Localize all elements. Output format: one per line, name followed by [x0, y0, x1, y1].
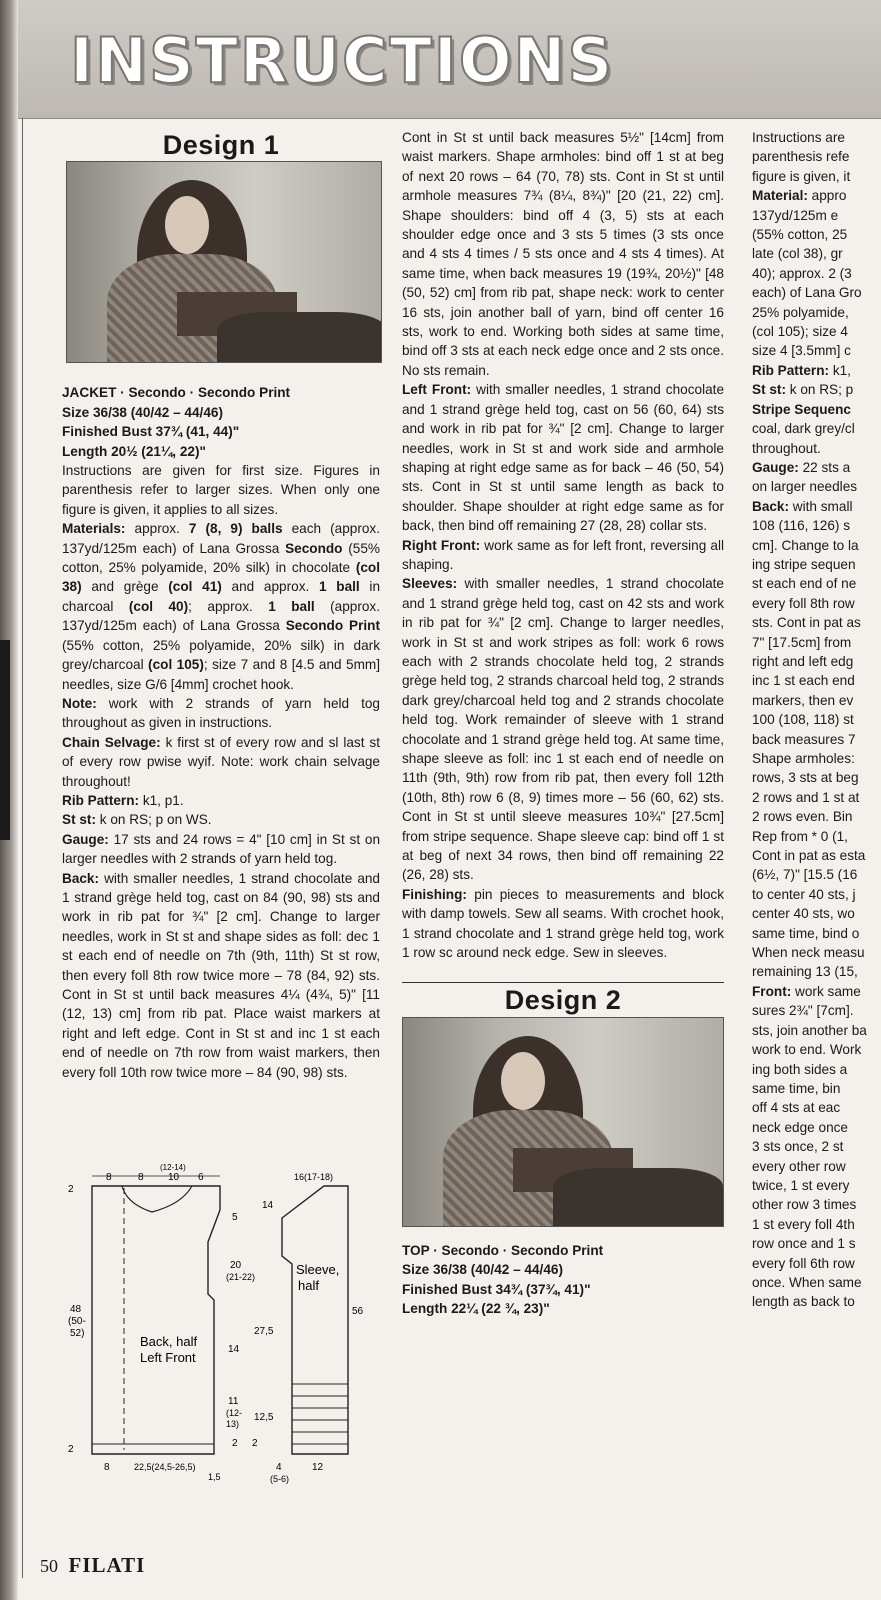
dim-left-50: (50-: [68, 1316, 86, 1327]
column-3-line: Cont in pat as esta: [752, 848, 866, 864]
column-3-line: neck edge once: [752, 1119, 848, 1135]
column-3-line: cm]. Change to la: [752, 537, 859, 553]
finishing-label: Finishing:: [402, 886, 467, 902]
column-3-text: with small: [789, 498, 853, 514]
banner-title: INSTRUCTIONS: [70, 24, 615, 97]
page-footer: [40, 1553, 145, 1578]
column-3-line: late (col 38), gr: [752, 246, 843, 262]
dim-r11: 11: [228, 1396, 239, 1407]
column-3-line: figure is given, it: [752, 168, 851, 184]
column-1: [62, 128, 380, 1082]
column-3-line: [752, 458, 881, 477]
leftfront-paragraph: [402, 380, 724, 535]
column-3-line: off 4 sts at eac: [752, 1100, 841, 1116]
column-3-line: each) of Lana Gro: [752, 285, 862, 301]
column-2: [402, 128, 724, 1319]
column-3-line: ing both sides a: [752, 1061, 848, 1077]
chain-text: k first st of every row and sl last st of every row pwise wyif. Note: work chain selvage throughout!: [62, 734, 381, 789]
design-2-photo: [402, 1017, 724, 1227]
column-3-text: work same: [791, 983, 861, 999]
chain-label: Chain Selvage:: [62, 734, 161, 750]
sleeves-paragraph: [402, 574, 724, 885]
intro-text: Instructions are given for first size. Figures in parenthesis refer to larger sizes. When only one figure is given, it applies to all sizes.: [62, 463, 380, 517]
leftfront-label: Left Front:: [402, 382, 472, 398]
column-3-line: 137yd/125m e: [752, 207, 839, 223]
dim-left-2b: 2: [68, 1444, 74, 1455]
column-3-line: When neck measu: [752, 945, 865, 961]
materials-text: in charcoal: [62, 579, 381, 614]
caption-line: Size 36/38 (40/42 – 44/46): [62, 404, 223, 420]
column-3-line: [752, 380, 881, 399]
back-continued: Cont in St st until back measures 5½" [14cm] from waist markers. Shape armholes: bind off 1 st at beg of next 20 rows – 64 (70, 78) sts. Cont in St st until armhole measures 7¾ (8¼, 8¾)" [20 (21, 22) cm]. Shape shoulders: bind off 4 (3, 5) sts at each shoulder edge once and 3 sts 5 times (3 sts once and 4 sts 4 times / 5 sts once and 4 sts 4 times). At same time, when back measures 19 (19¾, 20½)" [48 (50, 52) cm] from rib pat, shape neck: work to center 16 sts, join another ball of yarn, bind off center 16 sts, work to end. Working both sides at same time, bind off 3 sts at each neck edge once and 2 sts once. No sts remain.: [402, 130, 724, 378]
design-1-heading: Design 1: [162, 130, 280, 160]
publication-logo: FILATI: [68, 1553, 146, 1577]
column-3-line: on larger needles: [752, 479, 858, 495]
caption-line: JACKET · Secondo · Secondo Print: [62, 385, 291, 401]
column-3-line: same time, bin: [752, 1080, 841, 1096]
column-3-line: parenthesis refe: [752, 149, 850, 165]
column-3-line: once. When same: [752, 1274, 862, 1290]
materials-text: (55% cotton, 25% polyamide, 20% silk) in dark grey/charcoal: [62, 637, 380, 673]
materials-text: (col 41): [168, 579, 222, 595]
column-3-text: 22 sts a: [798, 459, 851, 475]
materials-text: (55% cotton, 25% polyamide, 20% silk) in chocolate: [62, 540, 380, 576]
gauge-text: 17 sts and 24 rows = 4" [10 cm] in St st on larger needles with 2 strands of yarn held tog.: [62, 831, 380, 867]
column-3-line: back measures 7: [752, 731, 856, 747]
materials-text: and grège: [81, 579, 169, 595]
rightfront-label: Right Front:: [402, 537, 481, 553]
leftfront-text: with smaller needles, 1 strand chocolate and 1 strand grège held tog, cast on 56 (60, 64) sts and work in rib pat for ¾" [2 cm]. Change to larger needles, work in St st and work side and armhole shaping at right edge same as for back – 46 (50, 54) sts. Cont in St st until same length as back to shoulder. Shape shoulder at right edge same as for back, then bind off remaining 27 (28, 28) collar sts.: [402, 382, 725, 534]
column-3-line: twice, 1 st every: [752, 1177, 850, 1193]
back-label: Back:: [62, 870, 100, 886]
dim-bottom-225: 22,5(24,5-26,5): [134, 1462, 196, 1472]
gauge-paragraph: [62, 830, 380, 869]
dim-top-small: (12-14): [160, 1164, 186, 1172]
dim-r14a: 14: [228, 1344, 240, 1355]
materials-text: (col 105): [148, 657, 204, 673]
dim-r2: 2: [232, 1438, 238, 1449]
caption-line: Length 22¼ (22 ¾, 23)": [402, 1301, 550, 1317]
sleeve-dim-4: 4: [276, 1462, 282, 1473]
column-3-line: same time, bind o: [752, 925, 860, 941]
column-3-line: [752, 361, 881, 380]
column-3-line: [752, 982, 881, 1001]
column-3-line: st each end of ne: [752, 576, 857, 592]
front-neck-curve: [122, 1186, 192, 1212]
column-3-label: Back:: [752, 498, 790, 514]
column-3-text: k1,: [829, 362, 851, 378]
materials-text: 1 ball: [268, 598, 315, 614]
column-3-line: 2 rows and 1 st at: [752, 789, 860, 805]
margin-rule: [22, 118, 23, 1578]
column-3-line: [752, 186, 881, 205]
section-divider: [402, 982, 724, 983]
rib-text: k1, p1.: [139, 792, 184, 808]
column-3-line: other row 3 times: [752, 1197, 857, 1213]
column-3-line: 25% polyamide,: [752, 304, 849, 320]
materials-text: approx.: [125, 521, 189, 537]
design-2-caption: [402, 1241, 724, 1319]
column-3-line: coal, dark grey/cl: [752, 421, 855, 437]
materials-text: (col 40): [128, 598, 189, 614]
column-3-line: work to end. Work: [752, 1042, 862, 1058]
photo-face: [165, 196, 209, 254]
column-3-label: Stripe Sequenc: [752, 401, 851, 417]
column-3-line: 7" [17.5cm] from: [752, 634, 852, 650]
column-3-line: every foll 8th row: [752, 595, 855, 611]
column-3-line: sures 2¾" [7cm].: [752, 1003, 854, 1019]
back-piece-outline: [92, 1186, 220, 1454]
caption-line: Size 36/38 (40/42 – 44/46): [402, 1262, 563, 1278]
caption-line: TOP · Secondo · Secondo Print: [402, 1242, 604, 1258]
spine-mark: [0, 640, 10, 840]
sleeves-label: Sleeves:: [402, 576, 458, 592]
sleeve-dim-2: 2: [252, 1438, 258, 1449]
sleeves-text: with smaller needles, 1 strand chocolate and 1 strand grège held tog, cast on 42 sts and work in rib pat for ¾" [2 cm]. Change to larger needles, work in St st and work stripes as foll: work 6 rows each with 2 strands chocolate held tog, 2 strands grège held tog, 2 strands charcoal held tog, 2 strands dark grey/charcoal held tog and 2 strands chocolate held tog. Work remainder of sleeve with 1 strand chocolate and 1 strand grège held tog. At same time, shape sleeve as foll: inc 1 st each end of needle on 11th (9th, 9th) row from rib pat, then every foll 12th (10th, 8th) row 6 (8, 9) times more – 56 (60, 62) sts. Cont in St st until sleeve measures 10¾" [27.5cm] from stripe sequence. Shape sleeve cap: bind off 1 st at beg of next 34 rows, then bind off remaining 22 (26, 28) sts.: [402, 576, 724, 883]
sleeve-dim-top: 16(17-18): [294, 1172, 334, 1182]
materials-paragraph: [62, 519, 380, 694]
caption-line: Length 20½ (21¼, 22)": [62, 443, 206, 459]
column-3-line: center 40 sts, wo: [752, 906, 855, 922]
column-3-line: (col 105); size 4: [752, 324, 848, 340]
materials-text: 7 (8, 9) balls: [188, 521, 283, 537]
dim-r5: 5: [232, 1212, 238, 1223]
column-3-text: k on RS; p: [785, 382, 854, 398]
column-3-label: Gauge:: [752, 459, 799, 475]
column-3-line: Shape armholes:: [752, 751, 855, 766]
stst-text: k on RS; p on WS.: [95, 812, 212, 828]
column-3-line: (55% cotton, 25: [752, 227, 848, 243]
stst-paragraph: [62, 810, 380, 829]
dim-top-10: 10: [168, 1172, 180, 1183]
column-3-label: St st:: [752, 382, 786, 398]
column-3-line: Rep from * 0 (1,: [752, 828, 848, 844]
finishing-paragraph: [402, 885, 724, 963]
design-2-heading: Design 2: [504, 985, 622, 1016]
column-3-line: rows, 3 sts at beg: [752, 770, 859, 786]
sleeve-dim-14: 14: [262, 1200, 274, 1211]
photo-legs: [553, 1168, 723, 1227]
materials-label: Materials:: [62, 521, 126, 537]
design-1-photo: [66, 161, 382, 363]
sleeve-label-1: Sleeve,: [296, 1262, 340, 1277]
column-3-line: sts. Cont in pat as: [752, 615, 861, 631]
column-3-line: 100 (108, 118) st: [752, 712, 854, 728]
materials-text: Secondo: [285, 540, 343, 556]
page-number: 50: [40, 1556, 58, 1576]
column-3-line: every other row: [752, 1158, 846, 1174]
materials-text: (col 38): [62, 560, 380, 595]
dim-top-6: 6: [198, 1172, 204, 1183]
column-3-line: 40); approx. 2 (3: [752, 265, 852, 281]
materials-text: Secondo Print: [285, 618, 380, 634]
materials-text: ; approx.: [188, 598, 269, 614]
dim-left-48: 48: [70, 1304, 82, 1315]
dim-left-52: 52): [70, 1328, 85, 1339]
column-3-label: Front:: [752, 983, 792, 999]
column-3-line: to center 40 sts, j: [752, 886, 856, 902]
note-text: work with 2 strands of yarn held tog throughout as given in instructions.: [62, 695, 380, 731]
caption-line: Finished Bust 34¾ (37¾, 41)": [402, 1281, 591, 1297]
column-3-line: ing stripe sequen: [752, 556, 856, 572]
photo-face: [501, 1052, 545, 1110]
column-3-line: 108 (116, 126) s: [752, 518, 850, 534]
back-label-2: Left Front: [140, 1350, 196, 1365]
column-3-line: throughout.: [752, 440, 821, 456]
dim-r20: 20: [230, 1260, 242, 1271]
caption-line: Finished Bust 37¾ (41, 44)": [62, 424, 240, 440]
column-3-line: length as back to: [752, 1294, 855, 1310]
column-3-text: appro: [807, 188, 847, 204]
note-paragraph: [62, 694, 380, 733]
sleeve-dim-125: 12,5: [254, 1412, 274, 1423]
back-paragraph: [62, 869, 380, 1082]
finishing-text: pin pieces to measurements and block with damp towels. Sew all seams. With crochet hook, 1 strand chocolate and 1 strand grège held tog, work 1 row sc around neck edge. Sew in sleeves.: [402, 886, 724, 961]
materials-text: ; size 7 and 8 [4.5 and 5mm] needles, size G/6 [4mm] crochet hook.: [62, 657, 380, 692]
column-3-line: sts, join another ba: [752, 1022, 867, 1038]
chain-paragraph: [62, 733, 380, 791]
materials-text: each (approx. 137yd/125m each) of Lana Grossa: [62, 521, 380, 556]
banner: [0, 0, 881, 119]
column-3-label: Rib Pattern:: [752, 362, 830, 378]
dim-left-2a: 2: [68, 1184, 74, 1195]
back-label-1: Back, half: [140, 1334, 198, 1349]
column-3: [752, 128, 881, 1312]
column-3-line: [752, 400, 881, 419]
schematic-diagram: [62, 1164, 382, 1494]
column-3-line: size 4 [3.5mm] c: [752, 343, 851, 359]
column-3-line: row once and 1 s: [752, 1236, 856, 1252]
column-3-line: inc 1 st each end: [752, 673, 855, 689]
photo-legs: [217, 312, 382, 363]
materials-text: 1 ball: [319, 579, 360, 595]
dim-top-8a: 8: [106, 1172, 112, 1183]
dim-bottom-8: 8: [104, 1462, 110, 1473]
column-3-line: 3 sts once, 2 st: [752, 1139, 844, 1155]
dim-bottom-15: 1,5: [208, 1472, 221, 1482]
stst-label: St st:: [62, 812, 96, 828]
sleeve-dim-12: 12: [312, 1462, 324, 1473]
materials-text: (approx. 137yd/125m each) of Lana Grossa: [62, 598, 381, 634]
sleeve-outline: [282, 1186, 348, 1454]
sleeve-dim-275: 27,5: [254, 1326, 274, 1337]
column-3-line: Instructions are: [752, 130, 845, 145]
column-3-line: right and left edg: [752, 653, 854, 669]
column-3-line: remaining 13 (15,: [752, 964, 858, 980]
rib-label: Rib Pattern:: [62, 792, 140, 808]
sleeve-dim-56: 56: [352, 1306, 364, 1317]
column-3-line: (6½, 7)" [15.5 (16: [752, 867, 858, 883]
column-3-label: Material:: [752, 188, 808, 204]
column-3-line: every foll 6th row: [752, 1255, 855, 1271]
column-3-line: [752, 497, 881, 516]
column-3-line: 2 rows even. Bin: [752, 809, 853, 825]
rightfront-text: work same as for left front, reversing all shaping.: [402, 537, 724, 572]
dim-top-8b: 8: [138, 1172, 144, 1183]
dim-r1213b: 13): [226, 1419, 240, 1429]
design-1-caption: [62, 383, 380, 461]
sleeve-dim-56b: (5-6): [270, 1474, 290, 1484]
back-text: with smaller needles, 1 strand chocolate and 1 strand grège held tog, cast on 84 (90, 98) sts and work in rib pat for ¾" [2 cm]. Change to larger needles, work in St st and shape sides as foll: dec 1 st each end of needle on 7th (9th, 11th) St st row, then every foll 8th row twice more – 78 (84, 92) sts. Cont in St st until back measures 4¼ (4¾, 5)" [11 (12, 13) cm] from rib pat. Place waist markers at right and left edge. Cont in St st and inc 1 st each end of needle on 7th row from waist markers, then every foll 10th row twice more – 84 (90, 98) sts.: [62, 870, 380, 1080]
dim-r2122: (21-22): [226, 1272, 256, 1282]
column-3-line: 1 st every foll 4th: [752, 1216, 855, 1232]
sleeve-label-2: half: [298, 1278, 319, 1293]
note-label: Note:: [62, 695, 97, 711]
dim-r1213a: (12-: [226, 1408, 243, 1418]
rib-paragraph: [62, 791, 380, 810]
materials-text: and approx.: [221, 579, 319, 595]
column-3-line: markers, then ev: [752, 692, 854, 708]
rightfront-paragraph: [402, 536, 724, 575]
gauge-label: Gauge:: [62, 831, 109, 847]
